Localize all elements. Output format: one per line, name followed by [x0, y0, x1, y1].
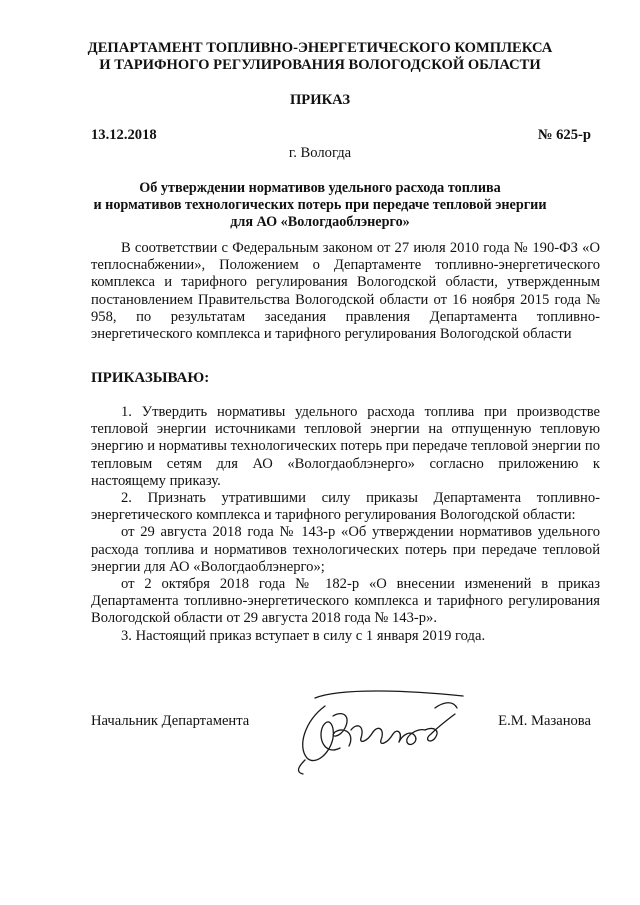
signatory-role: Начальник Департамента [91, 713, 250, 729]
preamble-paragraph: В соответствии с Федеральным законом от 27 июля 2010 года № 190-ФЗ «О теплоснабжении», Положением о Департаменте топливно-энергетического комплекса и тарифного регулирования Вологодской области, утвержденным постановлением Правительства Вологодской области от 16 ноября 2015 года № 958, по результатам заседания правления Департамента топливно-энергетического комплекса и тарифного регулирования Вологодской области [91, 240, 600, 343]
order-subject [70, 180, 570, 231]
subject-line-2: и нормативов технологических потерь при передаче тепловой энергии [93, 197, 547, 213]
document-type: ПРИКАЗ [289, 92, 351, 108]
order-word: ПРИКАЗЫВАЮ: [91, 370, 210, 386]
clauses-block [91, 404, 600, 645]
subject-line-3: для АО «Вологдаоблэнерго» [230, 214, 410, 230]
preamble-block [91, 240, 600, 343]
signatory-name: Е.М. Мазанова [498, 713, 591, 729]
clause-2: 2. Признать утратившими силу приказы Департамента топливно-энергетического комплекса и тарифного регулирования Вологодской области: [91, 490, 600, 524]
department-header [60, 40, 580, 74]
department-line-2: И ТАРИФНОГО РЕГУЛИРОВАНИЯ ВОЛОГОДСКОЙ ОБЛАСТИ [99, 57, 541, 73]
subject-line-1: Об утверждении нормативов удельного расхода топлива [139, 180, 501, 196]
department-line-1: ДЕПАРТАМЕНТ ТОПЛИВНО-ЭНЕРГЕТИЧЕСКОГО КОМПЛЕКСА [87, 40, 553, 56]
handwritten-signature [285, 686, 475, 776]
clause-2b: от 2 октября 2018 года № 182-р «О внесении изменений в приказ Департамента топливно-энергетического комплекса и тарифного регулирования Вологодской области от 29 августа 2018 года № 143-р». [91, 576, 600, 627]
order-city: г. Вологда [288, 145, 352, 161]
clause-2a: от 29 августа 2018 года № 143-р «Об утверждении нормативов удельного расхода топлива и нормативов технологических потерь при передаче тепловой энергии для АО «Вологдаоблэнерго»; [91, 524, 600, 575]
order-date: 13.12.2018 [91, 127, 157, 143]
clause-1: 1. Утвердить нормативы удельного расхода топлива при производстве тепловой энергии источниками тепловой энергии на отпущенную тепловую энергию и нормативы технологических потерь при передаче тепловой энергии по тепловым сетям для АО «Вологдаоблэнерго» согласно приложению к настоящему приказу. [91, 404, 600, 489]
order-number: № 625-р [537, 127, 591, 143]
clause-3: 3. Настоящий приказ вступает в силу с 1 января 2019 года. [121, 627, 486, 644]
